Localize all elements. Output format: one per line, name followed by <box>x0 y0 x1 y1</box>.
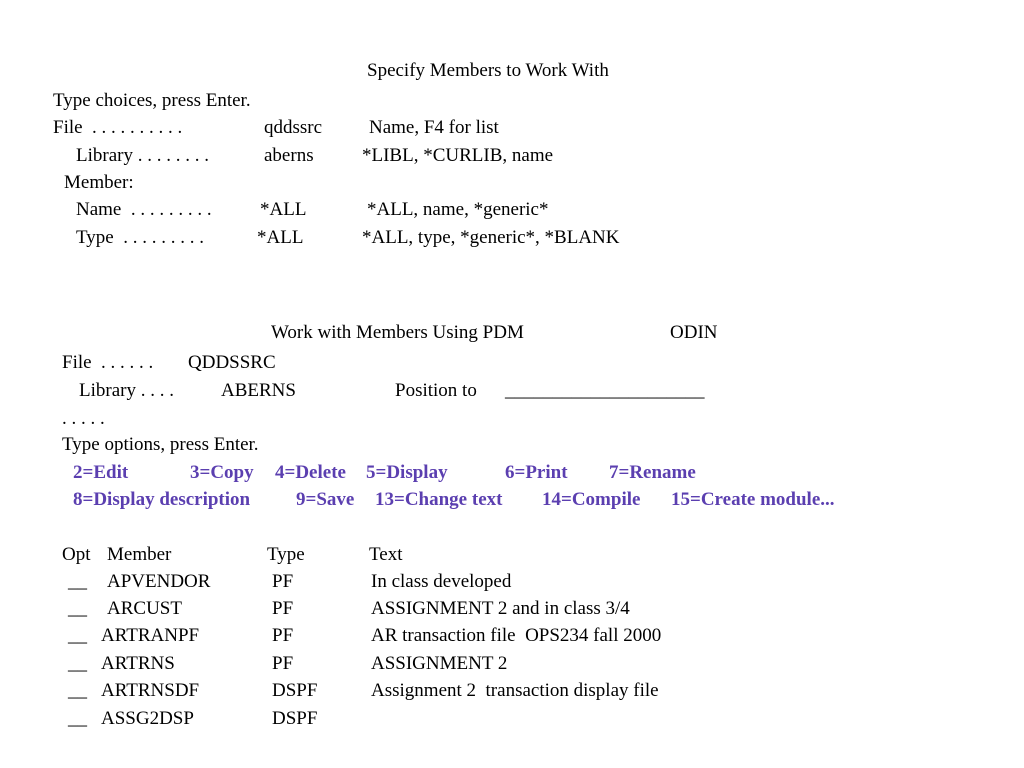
row-opt-input[interactable]: __ <box>68 598 87 619</box>
screen2-title: Work with Members Using PDM <box>271 322 524 343</box>
row-opt-input[interactable]: __ <box>68 708 87 729</box>
screen1-member-label: Member: <box>64 172 134 193</box>
screen2-system-name: ODIN <box>670 322 718 343</box>
screen1-library-input[interactable]: aberns <box>264 145 314 166</box>
row-type: DSPF <box>272 680 318 701</box>
row-text: Assignment 2 transaction display file <box>371 680 659 701</box>
row-opt-input[interactable]: __ <box>68 625 87 646</box>
row-member: ARTRNS <box>101 653 175 674</box>
row-type: PF <box>272 598 294 619</box>
row-text: In class developed <box>371 571 512 592</box>
option-change-text: 13=Change text <box>375 489 503 510</box>
option-print: 6=Print <box>505 462 568 483</box>
column-header-type: Type <box>267 544 305 565</box>
screen1-file-hint: Name, F4 for list <box>369 117 499 138</box>
row-member: ARTRANPF <box>101 625 200 646</box>
row-type: DSPF <box>272 708 318 729</box>
option-save: 9=Save <box>296 489 355 510</box>
screen2-library-value: ABERNS <box>221 380 296 401</box>
more-dots: . . . . . <box>62 408 105 429</box>
column-header-text: Text <box>369 544 403 565</box>
row-text: AR transaction file OPS234 fall 2000 <box>371 625 662 646</box>
option-display-description: 8=Display description <box>73 489 251 510</box>
screen2-library-label: Library . . . . <box>79 380 174 401</box>
option-display: 5=Display <box>366 462 448 483</box>
position-to-input[interactable]: _____________________ <box>505 380 705 401</box>
screen2-file-label: File . . . . . . <box>62 352 154 373</box>
row-text: ASSIGNMENT 2 <box>371 653 508 674</box>
screen2-file-value: QDDSSRC <box>188 352 276 373</box>
screen1-name-hint: *ALL, name, *generic* <box>367 199 549 220</box>
row-member: APVENDOR <box>107 571 211 592</box>
screen1-instructions: Type choices, press Enter. <box>53 90 251 111</box>
screen1-title: Specify Members to Work With <box>367 60 609 81</box>
option-rename: 7=Rename <box>609 462 696 483</box>
screen1-file-input[interactable]: qddssrc <box>264 117 323 138</box>
position-to-label: Position to <box>395 380 477 401</box>
screen1-name-label: Name . . . . . . . . . <box>76 199 212 220</box>
screen1-library-label: Library . . . . . . . . <box>76 145 209 166</box>
option-delete: 4=Delete <box>275 462 346 483</box>
row-text: ASSIGNMENT 2 and in class 3/4 <box>371 598 630 619</box>
row-opt-input[interactable]: __ <box>68 653 87 674</box>
option-compile: 14=Compile <box>542 489 641 510</box>
column-header-member: Member <box>107 544 172 565</box>
row-member: ASSG2DSP <box>101 708 194 729</box>
screen1-library-hint: *LIBL, *CURLIB, name <box>362 145 554 166</box>
screen1-type-label: Type . . . . . . . . . <box>76 227 204 248</box>
row-opt-input[interactable]: __ <box>68 571 87 592</box>
screen2-instructions: Type options, press Enter. <box>62 434 259 455</box>
row-opt-input[interactable]: __ <box>68 680 87 701</box>
screen1-type-input[interactable]: *ALL <box>257 227 304 248</box>
option-edit: 2=Edit <box>73 462 129 483</box>
screen1-file-label: File . . . . . . . . . . <box>53 117 183 138</box>
column-header-opt: Opt <box>62 544 91 565</box>
option-create-module: 15=Create module... <box>671 489 835 510</box>
screen1-name-input[interactable]: *ALL <box>260 199 307 220</box>
screen1-type-hint: *ALL, type, *generic*, *BLANK <box>362 227 620 248</box>
row-member: ARTRNSDF <box>101 680 200 701</box>
row-type: PF <box>272 625 294 646</box>
option-copy: 3=Copy <box>190 462 254 483</box>
row-type: PF <box>272 653 294 674</box>
row-type: PF <box>272 571 294 592</box>
row-member: ARCUST <box>107 598 182 619</box>
